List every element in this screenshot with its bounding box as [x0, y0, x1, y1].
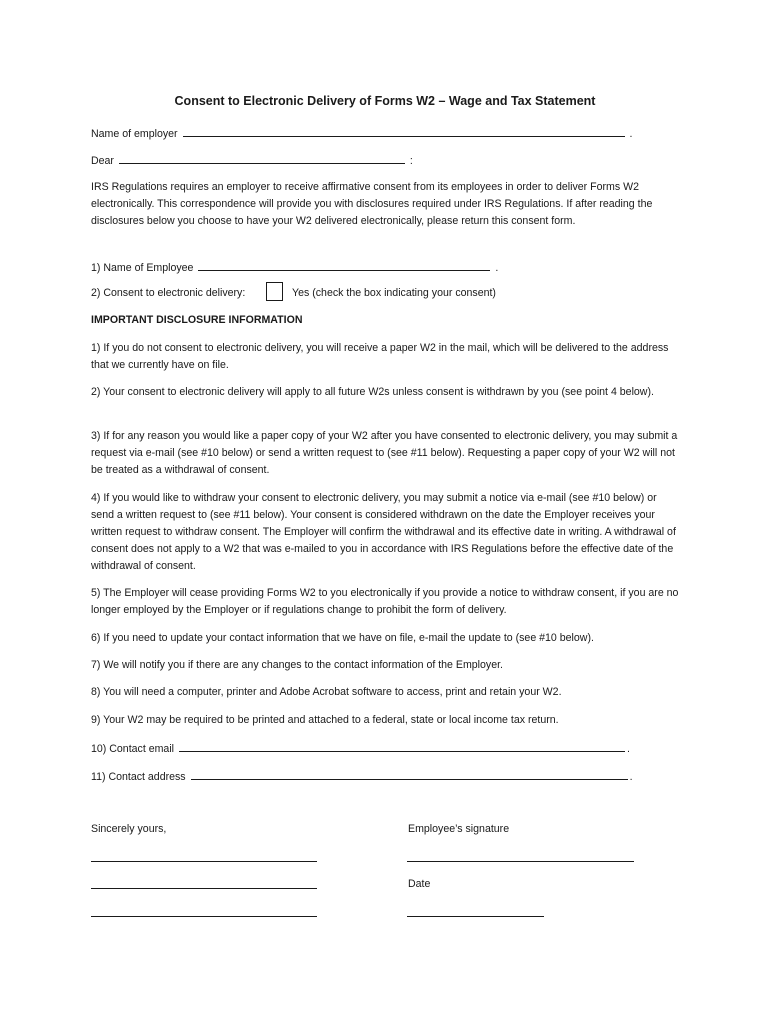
employee-name-field[interactable] — [198, 259, 490, 271]
intro-paragraph: IRS Regulations requires an employer to receive affirmative consent from its employees in order to deliver Forms W2 electronically. This correspondence will provide you with disclosures required under IRS Regulations. If after reading the disclosures below you choose to have your W2 delivered electronically, please return this consent form. — [91, 181, 653, 227]
contact-address-field[interactable] — [191, 768, 628, 780]
date-label: Date — [408, 878, 431, 890]
dear-end: : — [409, 155, 413, 167]
employee-name-end: . — [495, 262, 499, 274]
disclosure-heading: IMPORTANT DISCLOSURE INFORMATION — [91, 314, 303, 326]
employee-signature-line[interactable] — [407, 861, 634, 862]
dear-row — [91, 152, 413, 168]
disclosure-point-2: 2) Your consent to electronic delivery will apply to all future W2s unless consent is withdrawn by you (see point 4 below). — [91, 386, 654, 398]
disclosure-point-4: 4) If you would like to withdraw your consent to electronic delivery, you may submit a notice via e-mail (see #10 below) or send a written request to (see #11 below). Your consent is considered withdrawn on the date the Employer receives your written request to withdraw consent. The Employer will confirm the withdrawal and its effective date in writing. A withdrawal of consent does not apply to a W2 that was e-mailed to you in accordance with IRS Regulations before the effective date of the withdrawal of consent. — [91, 492, 676, 572]
contact-email-label: 10) Contact email — [91, 743, 175, 755]
employer-name-label: Name of employer — [91, 128, 178, 140]
employer-signature-line-1[interactable] — [91, 861, 317, 862]
employee-name-row — [91, 259, 498, 275]
employee-signature-label: Employee’s signature — [408, 823, 510, 835]
contact-address-row — [91, 768, 633, 784]
disclosure-point-3: 3) If for any reason you would like a paper copy of your W2 after you have consented to electronic delivery, you may submit a request via e-mail (see #10 below) or send a written request to (see #11 below). Requesting a paper copy of your W2 will not be treated as a withdrawal of consent. — [91, 430, 678, 476]
consent-label: 2) Consent to electronic delivery: — [91, 287, 246, 299]
sincerely-label: Sincerely yours, — [91, 823, 167, 835]
form-title: Consent to Electronic Delivery of Forms W2 – Wage and Tax Statement — [174, 94, 596, 108]
disclosure-point-6: 6) If you need to update your contact information that we have on file, e-mail the update to (see #10 below). — [91, 632, 594, 644]
employee-name-label: 1) Name of Employee — [91, 262, 194, 274]
disclosure-point-5: 5) The Employer will cease providing Forms W2 to you electronically if you provide a notice to withdraw consent, if you are no longer employed by the Employer or if regulations change to prohibit the form of delivery. — [91, 587, 679, 616]
disclosure-point-8: 8) You will need a computer, printer and Adobe Acrobat software to access, print and retain your W2. — [91, 686, 562, 698]
contact-email-field[interactable] — [179, 740, 625, 752]
contact-email-row — [91, 740, 630, 756]
dear-name-field[interactable] — [119, 152, 405, 164]
employer-name-row — [91, 125, 632, 141]
employer-name-field[interactable] — [183, 125, 625, 137]
employer-name-end: . — [629, 128, 633, 140]
contact-address-label: 11) Contact address — [91, 771, 186, 783]
disclosure-point-1: 1) If you do not consent to electronic delivery, you will receive a paper W2 in the mail, which will be delivered to the address that we currently have on file. — [91, 342, 669, 371]
contact-email-end: . — [626, 743, 630, 755]
dear-label: Dear — [91, 155, 114, 167]
employer-signature-line-3[interactable] — [91, 916, 317, 917]
employer-signature-line-2[interactable] — [91, 888, 317, 889]
consent-checkbox[interactable] — [266, 282, 283, 301]
date-line[interactable] — [407, 916, 544, 917]
disclosure-point-7: 7) We will notify you if there are any changes to the contact information of the Employer. — [91, 659, 503, 671]
disclosure-point-9: 9) Your W2 may be required to be printed and attached to a federal, state or local income tax return. — [91, 714, 559, 726]
consent-yes-label: Yes (check the box indicating your consent) — [292, 287, 496, 299]
contact-address-end: . — [629, 771, 633, 783]
